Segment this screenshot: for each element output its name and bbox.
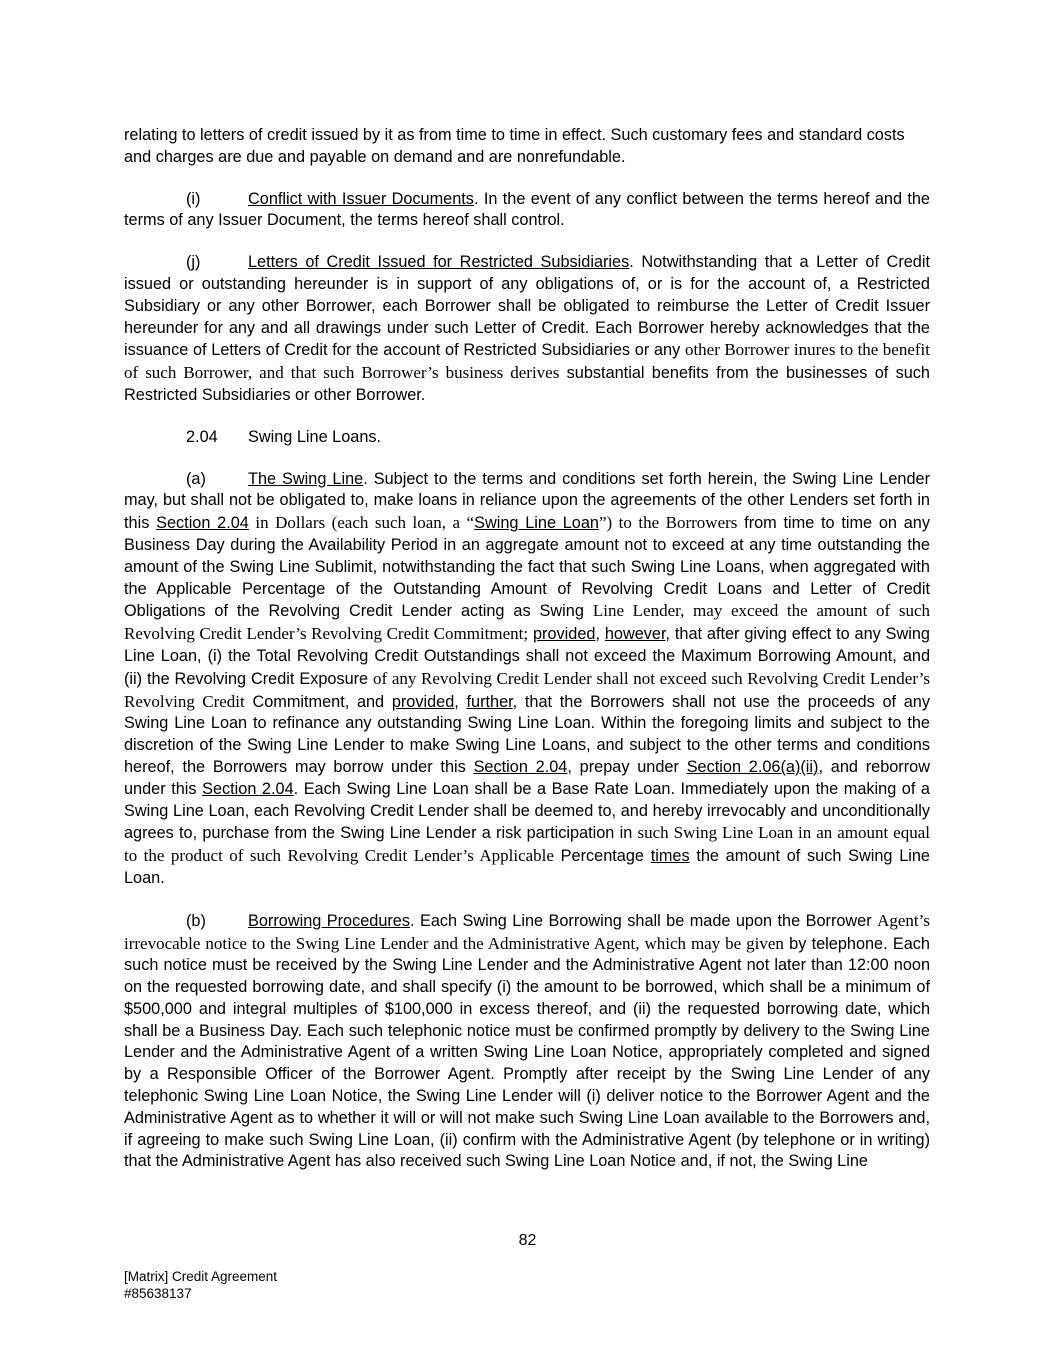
provided-term: provided — [532, 625, 596, 644]
footer-title: [Matrix] Credit Agreement — [124, 1269, 278, 1284]
section-ref: Section 2.04 — [473, 757, 568, 776]
however-term: however — [604, 625, 666, 644]
page-number: 82 — [518, 1232, 537, 1249]
paragraph-a-text-11: , and reborrow under this — [124, 757, 930, 798]
section-ref: Section 2.04 — [156, 514, 249, 533]
paragraph-j-label: (j) — [186, 253, 201, 272]
provided-term: provided — [391, 692, 455, 711]
section-title: Swing Line Loans. — [248, 427, 382, 446]
intro-paragraph: relating to letters of credit issued by it as from time to time in effect. Such customary fees and standard costs and charges are due and payable on demand and are nonrefundable. — [124, 126, 905, 166]
paragraph-a-text-12: . Each Swing Line Loan shall be a Base Rate Loan. Immediately upon the making of a Swing Line Loan, each Revolving Credit Lender shall be deemed to, and hereby irrevocably and unconditionally agrees to, purchase from the Swing Line Lender a risk participation in — [124, 779, 930, 843]
comma: , — [454, 692, 467, 711]
paragraph-b-title: Borrowing Procedures — [248, 911, 410, 930]
paragraph-i-text: . In the event of any conflict between the terms hereof and the terms of any Issuer Document, the terms hereof shall control. — [124, 189, 930, 230]
paragraph-b-text-3: by telephone. Each such notice must be received by the Swing Line Lender and the Administrative Agent not later than 12:00 noon on the requested borrowing date, and shall specify (i) the amount to be borrowed, which shall be a minimum of $500,000 and integral multiples of $100,000 in excess thereof, and (ii) the requested borrowing date, which shall be a Business Day. Each such telephonic notice must be confirmed promptly by delivery to the Swing Line Lender and the Administrative Agent of a written Swing Line Loan Notice, appropriately completed and signed by a Responsible Officer of the Borrower Agent. Promptly after receipt by the Swing Line Lender of any telephonic Swing Line Loan Notice, the Swing Line Lender will (i) deliver notice to the Borrower Agent and the Administrative Agent as to whether it will or will not make such Swing Line Loan available to the Borrowers and, if agreeing to make such Swing Line Loan, (ii) confirm with the Administrative Agent (by telephone or in writing) that the Administrative Agent has also received such Swing Line Loan Notice and, if not, the Swing Line — [124, 934, 930, 1171]
section-ref: Section 2.06(a)(ii) — [686, 757, 819, 776]
paragraph-a-text-1: . Subject to the terms and conditions set forth herein, the Swing Line Lender may, but shall not be obligated to, make loans in reliance upon the agreements of the other Lenders set forth in this — [124, 469, 931, 533]
paragraph-a-text-13: such Swing Line Loan in an amount equal to the product of such Revolving Credit Lender’s Applicable — [124, 823, 931, 866]
section-heading — [124, 427, 930, 449]
paragraph-j — [124, 252, 930, 407]
paragraph-b-label: (b) — [186, 911, 206, 930]
paragraph-a-title: The Swing Line — [248, 469, 364, 488]
section-number: 2.04 — [186, 427, 218, 446]
paragraph-b-text-2: Agent’s irrevocable notice to the Swing Line Lender and the Administrative Agent, which may be given — [124, 910, 930, 953]
paragraph-j-end: substantial benefits from the businesses of such Restricted Subsidiaries or other Borrower. — [124, 364, 930, 404]
paragraph-a-text-8: Commitment, and — [244, 692, 392, 711]
paragraph-a-text-6: , that after giving effect to any Swing Line Loan, (i) the Total Revolving Credit Outstandings shall not exceed the Maximum Borrowing Amount, and (ii) the Revolving Credit Exposure — [124, 625, 930, 688]
paragraph-a-text-14: Percentage — [553, 847, 651, 866]
paragraph-b — [124, 910, 930, 1174]
paragraph-i-title: Conflict with Issuer Documents — [248, 189, 474, 208]
paragraph-a-text-3: ”) to the Borrowers — [598, 513, 738, 533]
paragraph-a-text-7: of any Revolving Credit Lender shall not exceed such Revolving Credit Lender’s Revolving Credit — [124, 668, 930, 711]
paragraph-j-serif-text: other Borrower inures to the benefit of such Borrower, and that such Borrower’s business derives — [124, 340, 930, 383]
document-body — [124, 125, 930, 1193]
paragraph-a-text-9: , that the Borrowers shall not use the proceeds of any Swing Line Loan to refinance any outstanding Swing Line Loan. Within the foregoing limits and subject to the discretion of the Swing Line Lender to make Swing Line Loans, and subject to the other terms and conditions hereof, the Borrowers may borrow under this — [124, 692, 930, 776]
paragraph-j-title: Letters of Credit Issued for Restricted Subsidiaries — [248, 253, 630, 272]
paragraph-a-text-15: the amount of such Swing Line Loan. — [124, 847, 930, 887]
defined-term: Swing Line Loan — [474, 514, 599, 533]
paragraph-a-text-5: Line Lender, may exceed the amount of such Revolving Credit Lender’s Revolving Credit Commitment; — [124, 601, 930, 644]
footer — [124, 1268, 277, 1302]
paragraph-i-label: (i) — [186, 189, 201, 208]
paragraph-a-text-10: , prepay under — [567, 757, 687, 776]
paragraph-a-text-4: from time to time on any Business Day during the Availability Period in an aggregate amount not to exceed at any time outstanding the amount of the Swing Line Sublimit, notwithstanding the fact that such Swing Line Loans, when aggregated with the Applicable Percentage of the Outstanding Amount of Revolving Credit Loans and Letter of Credit Obligations of the Revolving Credit Lender acting as Swing — [124, 514, 930, 621]
footer-doc-id: #85638137 — [124, 1286, 192, 1301]
paragraph-a-text-2: in Dollars (each such loan, a “ — [248, 513, 475, 533]
paragraph-i — [124, 189, 930, 233]
paragraph-j-text: . Notwithstanding that a Letter of Credit issued or outstanding hereunder is in support of any obligations of, or is for the account of, a Restricted Subsidiary or any other Borrower, each Borrower shall be obligated to reimburse the Letter of Credit Issuer hereunder for any and all drawings under such Letter of Credit. Each Borrower hereby acknowledges that the issuance of Letters of Credit for the account of Restricted Subsidiaries or any — [124, 253, 930, 360]
section-ref: Section 2.04 — [202, 779, 294, 798]
paragraph-b-text-1: . Each Swing Line Borrowing shall be made upon the Borrower — [410, 911, 878, 930]
comma: , — [595, 625, 605, 644]
times-term: times — [650, 847, 690, 866]
further-term: further — [466, 692, 513, 711]
paragraph-a-label: (a) — [186, 469, 206, 488]
paragraph-a — [124, 469, 930, 890]
